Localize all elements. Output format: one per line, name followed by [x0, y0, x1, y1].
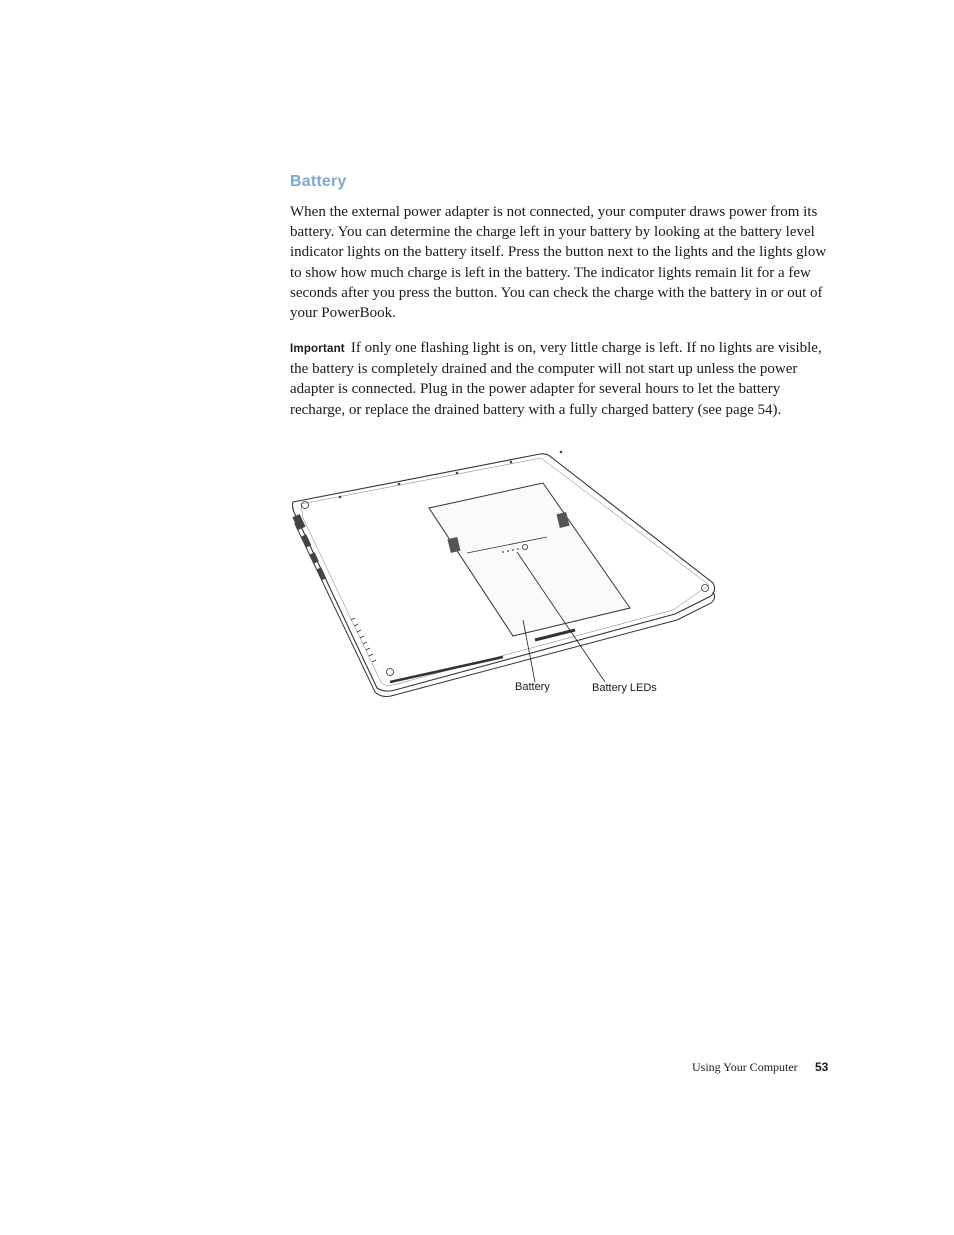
important-note [290, 338, 835, 420]
section-heading: Battery [290, 173, 347, 190]
callout-battery-label: Battery [515, 681, 550, 693]
important-label: Important [290, 343, 345, 355]
callout-leds-label: Battery LEDs [592, 682, 657, 694]
footer-page-number: 53 [815, 1060, 829, 1074]
footer-section-name: Using Your Computer [692, 1060, 798, 1074]
battery-paragraph: When the external power adapter is not connected, your computer draws power from its battery. You can determine the charge left in your battery by looking at the battery level indicator lights on the battery itself. Press the button next to the lights and the lights glow to show how much charge is left in the battery. The indicator lights remain lit for a few seconds after you press the button. You can check the charge with the battery in or out of your PowerBook. [290, 204, 827, 322]
important-text: If only one flashing light is on, very little charge is left. If no lights are visible, the battery is completely drained and the computer will not start up unless the power adapter is connected. Plug in the power adapter for several hours to let the battery recharge, or replace the drained battery with a fully charged battery (see page 54). [290, 340, 822, 418]
powerbook-illustration [285, 440, 725, 705]
